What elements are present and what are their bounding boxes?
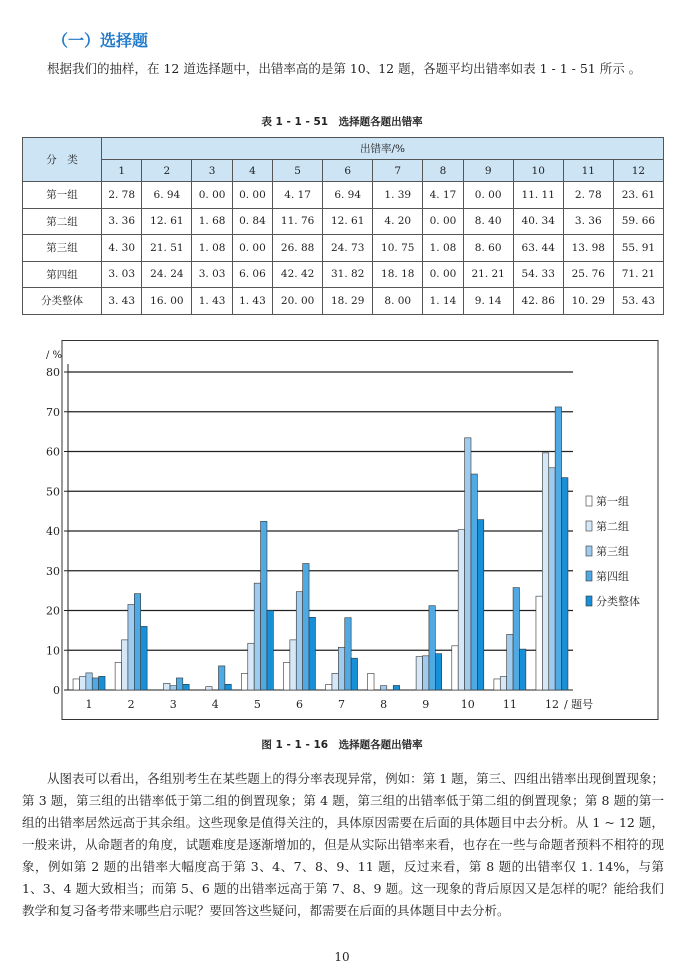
table-cell: 8. 00 xyxy=(373,288,423,315)
bar-3 xyxy=(380,686,386,690)
table-cell: 0. 00 xyxy=(232,182,272,209)
table-cell: 3. 36 xyxy=(102,208,142,235)
table-cell: 1. 39 xyxy=(373,182,423,209)
bar-3 xyxy=(423,656,429,690)
bar-1 xyxy=(115,662,121,690)
x-tick-label: 9 xyxy=(422,698,430,711)
bar-2 xyxy=(164,683,170,690)
bar-2 xyxy=(542,453,548,690)
bar-3 xyxy=(296,592,302,690)
x-tick-label: 1 xyxy=(85,698,93,711)
table-cell: 0. 84 xyxy=(232,208,272,235)
table-cell: 4. 17 xyxy=(273,182,323,209)
table-cell: 1. 43 xyxy=(232,288,272,315)
bar-1 xyxy=(452,646,458,690)
bar-4 xyxy=(471,474,477,690)
bar-2 xyxy=(332,673,338,690)
legend-swatch xyxy=(586,521,592,531)
y-tick-label: 0 xyxy=(53,684,60,697)
legend-label: 分类整体 xyxy=(596,595,640,608)
legend-label: 第一组 xyxy=(596,495,629,508)
table-cell: 2. 78 xyxy=(563,182,613,209)
row-label: 第二组 xyxy=(23,208,102,235)
table-cell: 1. 43 xyxy=(192,288,232,315)
x-tick-label: 10 xyxy=(460,698,475,711)
bar-3 xyxy=(507,634,513,690)
error-rate-table xyxy=(22,137,664,315)
x-tick-label: 8 xyxy=(380,698,388,711)
table-column-header: 1 xyxy=(102,160,142,182)
table-cell: 9. 14 xyxy=(463,288,513,315)
table-cell: 3. 03 xyxy=(192,261,232,288)
figure-caption: 图 1 - 1 - 16 选择题各题出错率 xyxy=(261,739,423,751)
table-column-header: 9 xyxy=(463,160,513,182)
bar-1 xyxy=(368,673,374,690)
row-label: 第三组 xyxy=(23,235,102,262)
table-cell: 16. 00 xyxy=(142,288,192,315)
table-row xyxy=(23,261,664,288)
table-cell: 13. 98 xyxy=(563,235,613,262)
table-caption: 表 1 - 1 - 51 选择题各题出错率 xyxy=(261,116,423,128)
table-cell: 42. 42 xyxy=(273,261,323,288)
bar-3 xyxy=(465,438,471,690)
y-tick-label: 30 xyxy=(46,564,60,578)
table-cell: 18. 18 xyxy=(373,261,423,288)
bar-5 xyxy=(225,684,231,690)
table-cell: 4. 30 xyxy=(102,235,142,262)
table-cell: 11. 11 xyxy=(513,182,563,209)
bar-1 xyxy=(241,673,247,690)
table-cell: 54. 33 xyxy=(513,261,563,288)
bar-1 xyxy=(326,684,332,690)
bar-3 xyxy=(170,686,176,690)
table-cell: 1. 68 xyxy=(192,208,232,235)
table-cell: 3. 43 xyxy=(102,288,142,315)
bar-2 xyxy=(416,657,422,690)
y-tick-label: 40 xyxy=(46,525,60,538)
table-cell: 6. 94 xyxy=(142,182,192,209)
table-cell: 4. 20 xyxy=(373,208,423,235)
table-column-header: 11 xyxy=(563,160,613,182)
table-cell: 1. 14 xyxy=(423,288,463,315)
bar-5 xyxy=(393,685,399,690)
table-cell: 21. 51 xyxy=(142,235,192,262)
bar-5 xyxy=(519,649,525,690)
bar-4 xyxy=(345,618,351,690)
bar-5 xyxy=(435,654,441,690)
bar-4 xyxy=(92,678,98,690)
bar-5 xyxy=(267,611,273,691)
bar-4 xyxy=(555,407,561,690)
table-cell: 53. 43 xyxy=(613,288,663,315)
legend-label: 第三组 xyxy=(596,545,629,558)
table-cell: 3. 36 xyxy=(563,208,613,235)
bar-5 xyxy=(477,520,483,690)
table-group-header: 出错率/% xyxy=(102,138,664,160)
table-cell: 2. 78 xyxy=(102,182,142,209)
table-column-header-row xyxy=(23,160,664,182)
table-cell: 8. 40 xyxy=(463,208,513,235)
intro-paragraph: 根据我们的抽样，在 12 道选择题中，出错率高的是第 10、12 题，各题平均出错率如表 1 - 1 - 51 所示 。 xyxy=(47,61,642,76)
bar-2 xyxy=(122,640,128,690)
table-cell: 11. 76 xyxy=(273,208,323,235)
table-cell: 40. 34 xyxy=(513,208,563,235)
table-cell: 1. 08 xyxy=(192,235,232,262)
section-title: （一）选择题 xyxy=(52,31,149,50)
bar-3 xyxy=(128,604,134,690)
row-label: 第一组 xyxy=(23,182,102,209)
table-cell: 3. 03 xyxy=(102,261,142,288)
table-cell: 1. 08 xyxy=(423,235,463,262)
bar-2 xyxy=(206,687,212,690)
y-tick-label: 70 xyxy=(46,405,60,419)
table-cell: 6. 94 xyxy=(323,182,373,209)
table-cell: 4. 17 xyxy=(423,182,463,209)
table-cell: 42. 86 xyxy=(513,288,563,315)
table-row xyxy=(23,235,664,262)
bar-5 xyxy=(351,658,357,690)
x-tick-label: 7 xyxy=(338,698,346,711)
table-column-header: 8 xyxy=(423,160,463,182)
bar-3 xyxy=(86,673,92,690)
x-tick-label: 12 xyxy=(544,698,559,711)
table-column-header: 12 xyxy=(613,160,663,182)
bar-5 xyxy=(99,676,105,690)
y-tick-label: 80 xyxy=(46,366,60,379)
table-cell: 25. 76 xyxy=(563,261,613,288)
table-cell: 20. 00 xyxy=(273,288,323,315)
x-tick-label: 4 xyxy=(211,698,219,711)
table-cell: 18. 29 xyxy=(323,288,373,315)
bar-5 xyxy=(183,684,189,690)
row-label: 分类整体 xyxy=(23,288,102,315)
x-axis-suffix: / 题号 xyxy=(563,698,594,711)
bar-1 xyxy=(494,679,500,690)
table-cell: 8. 60 xyxy=(463,235,513,262)
bar-1 xyxy=(73,679,79,690)
y-tick-label: 20 xyxy=(46,604,60,618)
legend-label: 第四组 xyxy=(596,570,629,583)
legend-swatch xyxy=(586,571,592,581)
bar-5 xyxy=(141,626,147,690)
legend-swatch xyxy=(586,496,592,506)
table-row xyxy=(23,208,664,235)
bar-3 xyxy=(549,468,555,690)
table-cell: 0. 00 xyxy=(463,182,513,209)
table-cell: 31. 82 xyxy=(323,261,373,288)
y-axis-label: / % xyxy=(46,350,63,361)
table-cell: 10. 75 xyxy=(373,235,423,262)
bar-1 xyxy=(283,662,289,690)
table-column-header: 3 xyxy=(192,160,232,182)
bar-4 xyxy=(176,678,182,690)
x-tick-label: 3 xyxy=(169,698,177,711)
bar-2 xyxy=(458,530,464,690)
bar-2 xyxy=(248,643,254,690)
legend-label: 第二组 xyxy=(596,520,629,533)
bar-2 xyxy=(79,677,85,690)
table-cell: 12. 61 xyxy=(323,208,373,235)
table-column-header: 10 xyxy=(513,160,563,182)
table-column-header: 4 xyxy=(232,160,272,182)
table-column-header: 5 xyxy=(273,160,323,182)
table-cell: 59. 66 xyxy=(613,208,663,235)
bar-4 xyxy=(134,594,140,690)
bar-5 xyxy=(562,478,568,690)
legend-swatch xyxy=(586,546,592,556)
y-tick-label: 10 xyxy=(46,644,60,658)
x-tick-label: 5 xyxy=(253,698,261,711)
table-cell: 12. 61 xyxy=(142,208,192,235)
table-cell: 0. 00 xyxy=(232,235,272,262)
x-tick-label: 6 xyxy=(295,698,303,711)
bar-4 xyxy=(218,666,224,690)
analysis-paragraph: 从图表可以看出，各组别考生在某些题上的得分率表现异常，例如：第 1 题，第三、四组出错率出现倒置现象；第 3 题，第三组的出错率低于第二组的倒置现象；第 4 题，第三组的出错率低于第二组的倒置现象；第 8 题的第一组的出错率居然远高于其余组。这些现象是值得关注的，具体原因需要在后面的具体题目中去分析。从 1 ~ 12 题，一般来讲，从命题者的角度，试题难度是逐渐增加的，但是从实际出错率来看，也存在一些与命题者预料不相符的现象，例如第 2 题的出错率大幅度高于第 3、4、7、8、9、11 题，反过来看，第 8 题的出错率仅 1. 14%，与第 1、3、4 题大致相当；而第 5、6 题的出错率远高于第 7、8、9 题。这一现象的背后原因又是怎样的呢？能给我们教学和复习备考带来哪些启示呢？要回答这些疑问，都需要在后面的具体题目中去分析。 xyxy=(22,771,664,918)
row-label: 第四组 xyxy=(23,261,102,288)
table-cell: 0. 00 xyxy=(423,208,463,235)
table-cell: 6. 06 xyxy=(232,261,272,288)
table-cell: 24. 24 xyxy=(142,261,192,288)
bar-3 xyxy=(338,647,344,690)
table-column-header: 7 xyxy=(373,160,423,182)
bar-1 xyxy=(536,596,542,690)
table-cell: 10. 29 xyxy=(563,288,613,315)
bar-4 xyxy=(513,588,519,690)
bar-4 xyxy=(261,521,267,690)
bar-2 xyxy=(500,677,506,690)
bar-5 xyxy=(309,617,315,690)
table-cell: 0. 00 xyxy=(192,182,232,209)
bar-4 xyxy=(303,564,309,690)
table-cell: 21. 21 xyxy=(463,261,513,288)
table-column-header: 2 xyxy=(142,160,192,182)
table-row xyxy=(23,288,664,315)
table-cell: 24. 73 xyxy=(323,235,373,262)
bar-2 xyxy=(290,640,296,690)
error-rate-chart xyxy=(30,340,660,720)
table-body xyxy=(23,182,664,315)
page-number: 10 xyxy=(334,950,350,964)
table-cell: 63. 44 xyxy=(513,235,563,262)
table-cell: 26. 88 xyxy=(273,235,323,262)
x-tick-label: 11 xyxy=(502,698,517,711)
x-tick-label: 2 xyxy=(127,698,135,711)
chart-frame xyxy=(62,341,658,720)
y-tick-label: 60 xyxy=(46,445,60,459)
table-corner-header: 分 类 xyxy=(23,138,102,182)
y-tick-label: 50 xyxy=(46,485,60,499)
table-column-header: 6 xyxy=(323,160,373,182)
table-cell: 0. 00 xyxy=(423,261,463,288)
bar-3 xyxy=(254,583,260,690)
bar-4 xyxy=(429,606,435,690)
table-row xyxy=(23,182,664,209)
table-cell: 55. 91 xyxy=(613,235,663,262)
table-cell: 71. 21 xyxy=(613,261,663,288)
legend-swatch xyxy=(586,596,592,606)
table-cell: 23. 61 xyxy=(613,182,663,209)
